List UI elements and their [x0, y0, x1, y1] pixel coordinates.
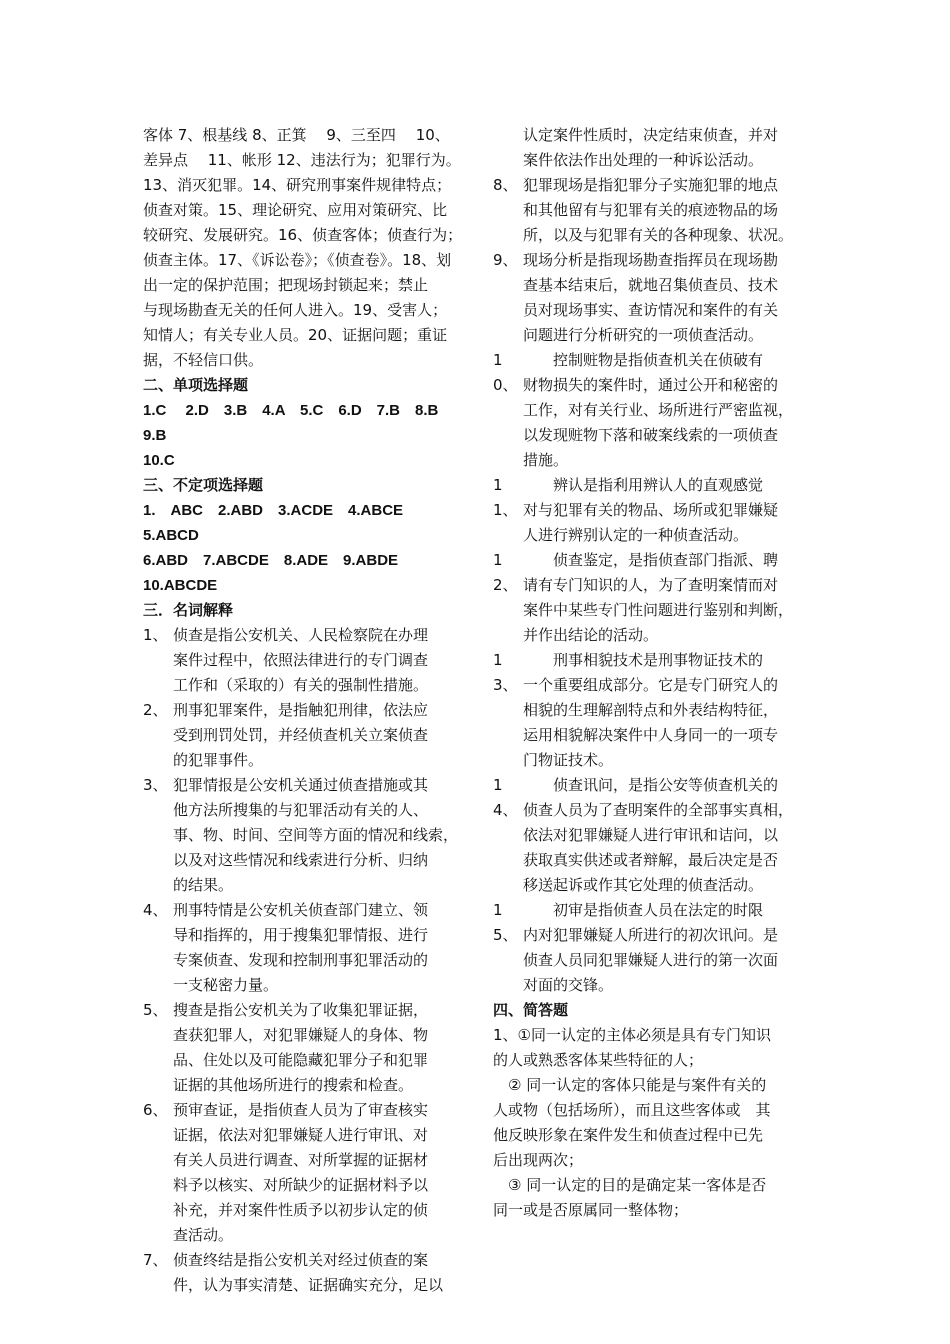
definition-line: 辨认是指利用辨认人的直观感觉: [523, 476, 764, 494]
definition-line: 刑事相貌技术是刑事物证技术的: [523, 651, 764, 669]
definition-line: 所，以及与犯罪有关的各种现象、状况。: [523, 226, 794, 244]
term-definition-item: [143, 1248, 473, 1298]
definition-line: 对与犯罪有关的物品、场所或犯罪嫌疑: [523, 501, 779, 519]
answer-line: 侦查对策。15、理论研究、应用对策研究、比: [143, 201, 448, 219]
item-number: 2、: [143, 701, 168, 719]
definition-line: 搜查是指公安机关为了收集犯罪证据，: [173, 1001, 429, 1019]
item-number: 8、: [493, 176, 518, 194]
definition-line: 料予以核实、对所缺少的证据材料予以: [173, 1176, 429, 1194]
short-answer-block: [493, 1023, 815, 1223]
definition-line: 犯罪情报是公安机关通过侦查措施或其: [173, 776, 429, 794]
short-answer-line: 1、①同一认定的主体必须是具有专门知识: [493, 1026, 771, 1044]
item-number: 6、: [143, 1101, 168, 1119]
answer-line: 出一定的保护范围；把现场封锁起来；禁止: [143, 276, 429, 294]
answer-line: 与现场勘查无关的任何人进入。19、受害人；: [143, 301, 448, 319]
definition-line: 运用相貌解决案件中人身同一的一项专: [523, 726, 779, 744]
short-answer-line: 人或物（包括场所），而且这些客体或 其: [493, 1101, 771, 1119]
term-definition-item: [493, 348, 815, 473]
term-definition-item: [143, 698, 473, 773]
definition-line: 工作，对有关行业、场所进行严密监视，: [523, 401, 794, 419]
definition-line: 侦查人员同犯罪嫌疑人进行的第一次面: [523, 951, 779, 969]
definition-line: 侦查讯问，是指公安等侦查机关的: [523, 776, 779, 794]
item-number: 5、: [143, 1001, 168, 1019]
term-definition-item: [493, 248, 815, 348]
definition-line: 并作出结论的活动。: [523, 626, 659, 644]
definition-line: 事、物、时间、空间等方面的情况和线索，: [173, 826, 459, 844]
definition-line: 查获犯罪人，对犯罪嫌疑人的身体、物: [173, 1026, 429, 1044]
answer-line: 13、消灭犯罪。14、研究刑事案件规律特点；: [143, 176, 452, 194]
definition-line: 对面的交锋。: [523, 976, 614, 994]
definition-line: 补充，并对案件性质予以初步认定的侦: [173, 1201, 429, 1219]
term-definition-item: [143, 998, 473, 1098]
term-definition-item: [493, 773, 815, 898]
term-definition-item: [143, 898, 473, 998]
definition-line: 查基本结束后，就地召集侦查员、技术: [523, 276, 779, 294]
answer-line: 差异点 11、帐形 12、违法行为；犯罪行为。: [143, 151, 461, 169]
definition-line: 内对犯罪嫌疑人所进行的初次讯问。是: [523, 926, 779, 944]
short-answer-line: 后出现两次；: [493, 1151, 584, 1169]
definition-line: 受到刑罚处罚，并经侦查机关立案侦查: [173, 726, 429, 744]
left-column: [143, 123, 473, 1298]
definition-line: 侦查鉴定，是指侦查部门指派、聘: [523, 551, 779, 569]
definition-line: 措施。: [523, 451, 569, 469]
answer-line: 知情人；有关专业人员。20、证据问题；重证: [143, 326, 448, 344]
definition-line: 预审查证，是指侦查人员为了审查核实: [173, 1101, 429, 1119]
term-definition-item: [143, 773, 473, 898]
term-definition-continued: [493, 123, 815, 173]
definition-line: 初审是指侦查人员在法定的时限: [523, 901, 764, 919]
item-number: 14、: [493, 776, 518, 819]
definition-line: 财物损失的案件时，通过公开和秘密的: [523, 376, 779, 394]
term-definition-list: [493, 173, 815, 998]
definition-line: 控制赃物是指侦查机关在侦破有: [523, 351, 764, 369]
short-answer-line: ③ 同一认定的目的是确定某一客体是否: [493, 1176, 767, 1194]
definition-line: 门物证技术。: [523, 751, 614, 769]
item-number: 3、: [143, 776, 168, 794]
definition-line: 查活动。: [173, 1226, 234, 1244]
term-definition-item: [143, 1098, 473, 1248]
term-definition-item: [493, 648, 815, 773]
definition-line: 以及对这些情况和线索进行分析、归纳: [173, 851, 429, 869]
definition-line: 他方法所搜集的与犯罪活动有关的人、: [173, 801, 429, 819]
definition-line: 问题进行分析研究的一项侦查活动。: [523, 326, 764, 344]
definition-line: 移送起诉或作其它处理的侦查活动。: [523, 876, 764, 894]
definition-line: 有关人员进行调查、对所掌握的证据材: [173, 1151, 429, 1169]
single-choice-answers: 1.C 2.D 3.B 4.A 5.C 6.D 7.B 8.B 9.B: [143, 402, 454, 444]
answer-line: 客体 7、根基线 8、正箕 9、三至四 10、: [143, 126, 450, 144]
definition-line: 刑事特情是公安机关侦查部门建立、领: [173, 901, 429, 919]
answer-line: 较研究、发展研究。16、侦查客体；侦查行为；: [143, 226, 463, 244]
definition-line: 的结果。: [173, 876, 234, 894]
definition-line: 刑事犯罪案件，是指触犯刑律，依法应: [173, 701, 429, 719]
definition-line: 和其他留有与犯罪有关的痕迹物品的场: [523, 201, 779, 219]
definition-line: 请有专门知识的人，为了查明案情而对: [523, 576, 779, 594]
definition-line: 案件过程中，依照法律进行的专门调查: [173, 651, 429, 669]
item-number: 4、: [143, 901, 168, 919]
short-answer-line: 的人或熟悉客体某些特征的人；: [493, 1051, 704, 1069]
definition-line: 现场分析是指现场勘查指挥员在现场勘: [523, 251, 779, 269]
multiple-choice-answers: 1. ABC 2.ABD 3.ACDE 4.ABCE 5.ABCD: [143, 502, 419, 544]
definition-line: 依法对犯罪嫌疑人进行审讯和诘问，以: [523, 826, 779, 844]
definition-line: 认定案件性质时，决定结束侦查，并对: [523, 126, 779, 144]
definition-line: 专案侦查、发现和控制刑事犯罪活动的: [173, 951, 429, 969]
term-definition-item: [493, 473, 815, 548]
definition-line: 一个重要组成部分。它是专门研究人的: [523, 676, 779, 694]
definition-line: 侦查人员为了查明案件的全部事实真相，: [523, 801, 794, 819]
definition-line: 案件依法作出处理的一种诉讼活动。: [523, 151, 764, 169]
fill-in-answers: [143, 123, 473, 373]
short-answer-line: 他反映形象在案件发生和侦查过程中已先: [493, 1126, 764, 1144]
term-definition-list: [143, 623, 473, 1298]
section-heading-single-choice: 二、单项选择题: [143, 376, 249, 394]
answer-line: 据，不轻信口供。: [143, 351, 264, 369]
item-number: 10、: [493, 351, 518, 394]
item-number: 1、: [143, 626, 168, 644]
definition-line: 证据，依法对犯罪嫌疑人进行审讯、对: [173, 1126, 429, 1144]
definition-line: 侦查是指公安机关、人民检察院在办理: [173, 626, 429, 644]
definition-line: 员对现场事实、查访情况和案件的有关: [523, 301, 779, 319]
definition-line: 的犯罪事件。: [173, 751, 264, 769]
definition-line: 人进行辨别认定的一种侦查活动。: [523, 526, 749, 544]
definition-line: 案件中某些专门性问题进行鉴别和判断，: [523, 601, 794, 619]
definition-line: 一支秘密力量。: [173, 976, 279, 994]
right-column: [493, 123, 815, 1223]
section-heading-multiple-choice: 三、不定项选择题: [143, 476, 264, 494]
definition-line: 获取真实供述或者辩解，最后决定是否: [523, 851, 779, 869]
definition-line: 工作和（采取的）有关的强制性措施。: [173, 676, 429, 694]
item-number: 7、: [143, 1251, 168, 1269]
section-heading-short-answer: 四、简答题: [493, 1001, 569, 1019]
definition-line: 侦查终结是指公安机关对经过侦查的案: [173, 1251, 429, 1269]
item-number: 11、: [493, 476, 518, 519]
term-definition-item: [493, 173, 815, 248]
definition-line: 以发现赃物下落和破案线索的一项侦查: [523, 426, 779, 444]
term-definition-item: [143, 623, 473, 698]
term-definition-item: [493, 548, 815, 648]
item-number: 15、: [493, 901, 518, 944]
definition-line: 证据的其他场所进行的搜索和检查。: [173, 1076, 414, 1094]
item-number: 12、: [493, 551, 518, 594]
multiple-choice-answers: 6.ABD 7.ABCDE 8.ADE 9.ABDE 10.ABCDE: [143, 552, 414, 594]
short-answer-line: 同一或是否原属同一整体物；: [493, 1201, 689, 1219]
item-number: 9、: [493, 251, 518, 269]
definition-line: 件，认为事实清楚、证据确实充分，足以: [173, 1276, 444, 1294]
definition-line: 导和指挥的，用于搜集犯罪情报、进行: [173, 926, 429, 944]
section-heading-term-definitions: 三．名词解释: [143, 601, 234, 619]
single-choice-answers: 10.C: [143, 452, 175, 469]
short-answer-line: ② 同一认定的客体只能是与案件有关的: [493, 1076, 767, 1094]
definition-line: 品、住处以及可能隐藏犯罪分子和犯罪: [173, 1051, 429, 1069]
answer-line: 侦查主体。17、《诉讼卷》；《侦查卷》。18、划: [143, 251, 452, 269]
term-definition-item: [493, 898, 815, 998]
definition-line: 相貌的生理解剖特点和外表结构特征，: [523, 701, 779, 719]
definition-line: 犯罪现场是指犯罪分子实施犯罪的地点: [523, 176, 779, 194]
item-number: 13、: [493, 651, 518, 694]
